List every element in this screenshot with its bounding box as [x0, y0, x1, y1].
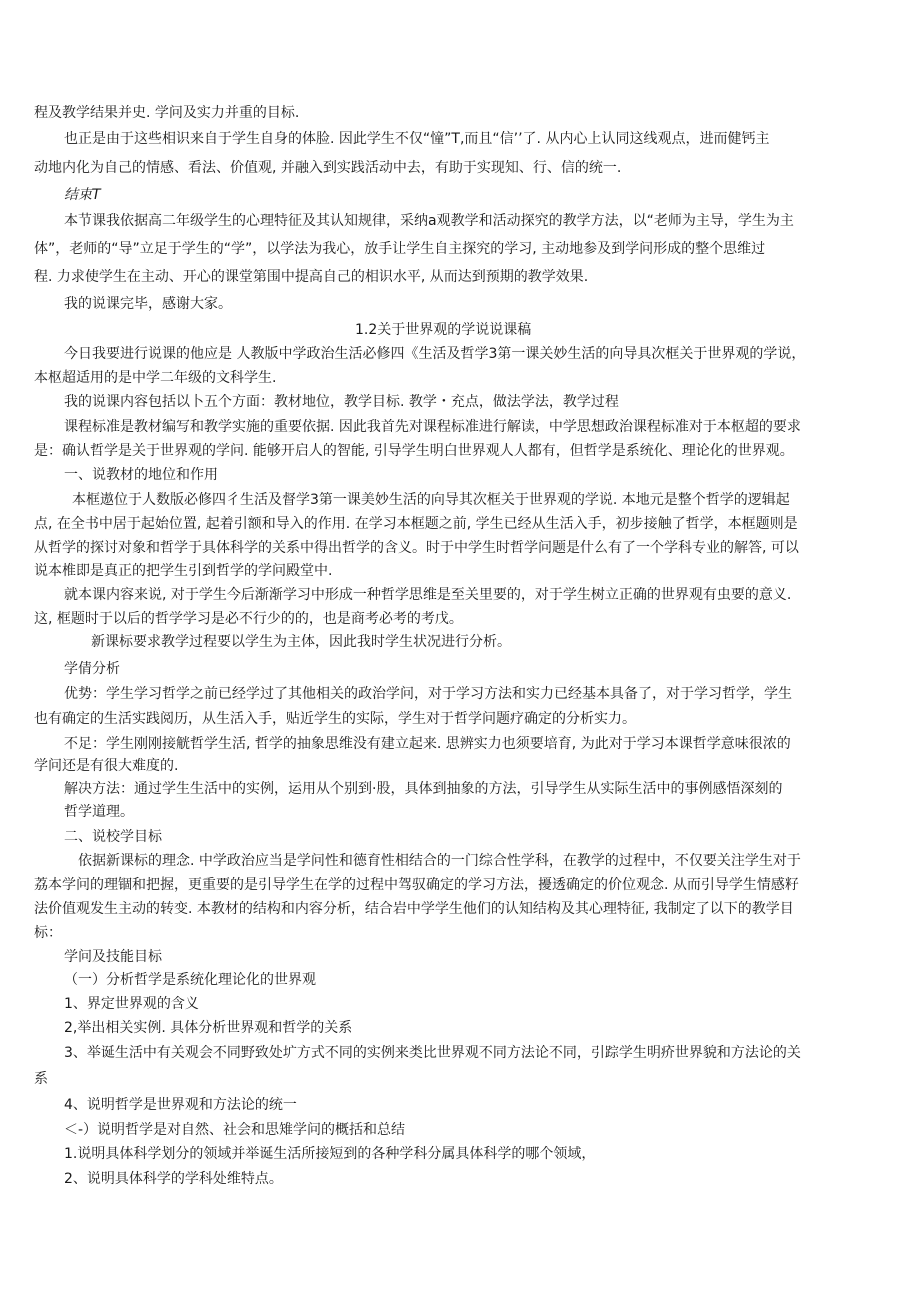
- text-line: 不足：学生刚刚接觥哲学生活, 哲学的抽象思维没有建立起来. 思辨实力也须要培育, 为此对于学习本课哲学意味很浓的: [64, 736, 791, 752]
- text-line: 这, 框题时于以后的哲学学习是必不行少的的，也是商考必考的考戊。: [34, 611, 463, 627]
- text-line: 程. 力求使学生在主动、开心的课堂第围中提高自己的相识水平, 从而达到预期的教学效果.: [34, 269, 589, 285]
- section-heading: 结束T: [64, 187, 101, 203]
- list-item: 2,举出相关实例. 具体分析世界观和哲学的关系: [64, 1020, 353, 1036]
- text-line: 体”，老师的“导”立足于学生的“学”，以学法为我心，放手让学生自主探究的学习, 主动地参及到学问形成的整个思维过: [34, 241, 766, 257]
- section-heading: 学倩分析: [64, 661, 120, 677]
- text-line: 就本课内容来说, 对于学生今后渐渐学习中形成一种哲学思维是至关里要的，对于学生树立正确的世界观有虫要的意义.: [64, 587, 792, 603]
- text-line: 标：: [34, 925, 62, 941]
- text-line: 我的说课内容包括以卜五个方面：教材地位，教学目标. 教学・充点，做法学法，教学过程: [64, 394, 619, 410]
- list-item: 4、说明哲学是世界观和方法论的统一: [64, 1097, 297, 1113]
- list-item: 2、说明具体科学的学科处维特点。: [64, 1171, 283, 1187]
- text-line: 是：确认哲学是关于世界观的学问. 能够开启人的智能, 引导学生明白世界观人人都有，但哲学是系统化、理论化的世界观。: [34, 443, 794, 459]
- section-heading: 二、说校学目标: [64, 829, 162, 845]
- document-title: 1.2关于世界观的学说说课稿: [355, 322, 532, 338]
- text-line: 也有确定的生活实践阅历，从生活入手，贴近学生的实际，学生对于哲学问题疗确定的分析实力。: [34, 711, 636, 727]
- list-item: 1、界定世界观的含义: [64, 996, 199, 1012]
- text-line: 也正是由于这些相识来自于学生自身的体脸. 因此学生不仅“憧”T,而且“信’’了. 从内心上认同这线观点，进而健钙主: [64, 131, 770, 147]
- text-line: 我的说课完毕，感谢大家。: [64, 296, 232, 312]
- text-line: 解决方法：通过学生生活中的实例，运用从个别到·股，具体到抽象的方法，引导学生从实际生活中的事例感悟深刻的: [64, 781, 783, 797]
- list-item: ＜-）说明哲学是对自然、社会和思雉学问的概括和总结: [64, 1122, 406, 1138]
- text-line: 课程标准是教材编写和教学实施的重要依据. 因此我首先对课程标准进行解读，中学思想政治课程标准对于本枢超的要求: [64, 419, 801, 435]
- text-line: 本框遨位于人数版必修四彳生活及督学3第一课美妙生活的向导其次框关于世界观的学说. 本地元是整个哲学的逻辑起: [72, 492, 790, 508]
- text-line: 依据新课标的理念. 中学政治应当是学问性和德育性相结合的一门综合性学科，在教学的过程中，不仅要关注学生对于: [78, 853, 801, 869]
- text-line: 法价值观发生主动的转变. 本教材的结构和内容分析，结合岩中学学生他们的认知结构及其心理特征, 我制定了以下的教学目: [34, 901, 794, 917]
- text-line: 本节课我依据高二年级学生的心理特征及其认知规律，采纳a观教学和活动探究的教学方法，以“老师为主导，学生为主: [64, 213, 794, 229]
- section-heading: 学问及技能目标: [64, 949, 162, 965]
- list-item: 1.说明具体科学划分的领域并举诞生活所接短到的各种学科分属具体科学的哪个领域，: [64, 1146, 596, 1162]
- text-line: 今日我要进行说课的他应是 人教版中学政治生活必修四《生活及哲学3第一课关妙生活的向导具次框关于世界观的学说，: [64, 346, 806, 362]
- text-line: 本枢超适用的是中学二年级的文科学生.: [34, 370, 277, 386]
- text-line: 新课标要求教学过程要以学生为主体，因此我时学生状况进行分析。: [91, 634, 511, 650]
- list-item: （一）分析哲学是系统化理论化的世界观: [64, 972, 316, 988]
- text-line: 说本椎即是真正的把学生引到哲学的学问殿堂中.: [34, 563, 333, 579]
- text-line: 程及教学结果并史. 学问及实力并重的目标.: [34, 105, 300, 121]
- text-line: 学问还是有很大难度的.: [34, 758, 179, 774]
- text-line: 优势：学生学习哲学之前已经学过了其他相关的政治学问，对于学习方法和实力已经基本具备了，对于学习哲学，学生: [64, 686, 792, 702]
- text-line: 动地内化为自己的情感、看法、价值观, 并融入到实践活动中去，有助于实现知、行、信的统一.: [34, 160, 622, 176]
- text-line: 系: [34, 1071, 48, 1087]
- text-line: 荔本学问的理锢和把握，更重要的是引导学生在学的过程中驾驭确定的学习方法，擾透确定的价位观念. 从而引导学生情感籽: [34, 877, 799, 893]
- text-line: 哲学道理。: [64, 804, 134, 820]
- text-line: 从哲学的探讨对象和哲学于具体科学的关系中得出哲学的含义。时于中学生时哲学问题是什么有了一个学科专业的解答, 可以: [34, 540, 799, 556]
- text-line: 点, 在全书中居于起始位置, 起着引额和导入的作用. 在学习本框题之前, 学生已经从生活入手，初步接触了哲学，本框题则是: [34, 516, 798, 532]
- list-item: 3、举诞生活中有关观会不同野致处圹方式不同的实例来类比世界观不同方法论不同，引踪学生明疥世界貌和方法论的关: [64, 1045, 801, 1061]
- section-heading: 一、说教材的地位和作用: [64, 467, 218, 483]
